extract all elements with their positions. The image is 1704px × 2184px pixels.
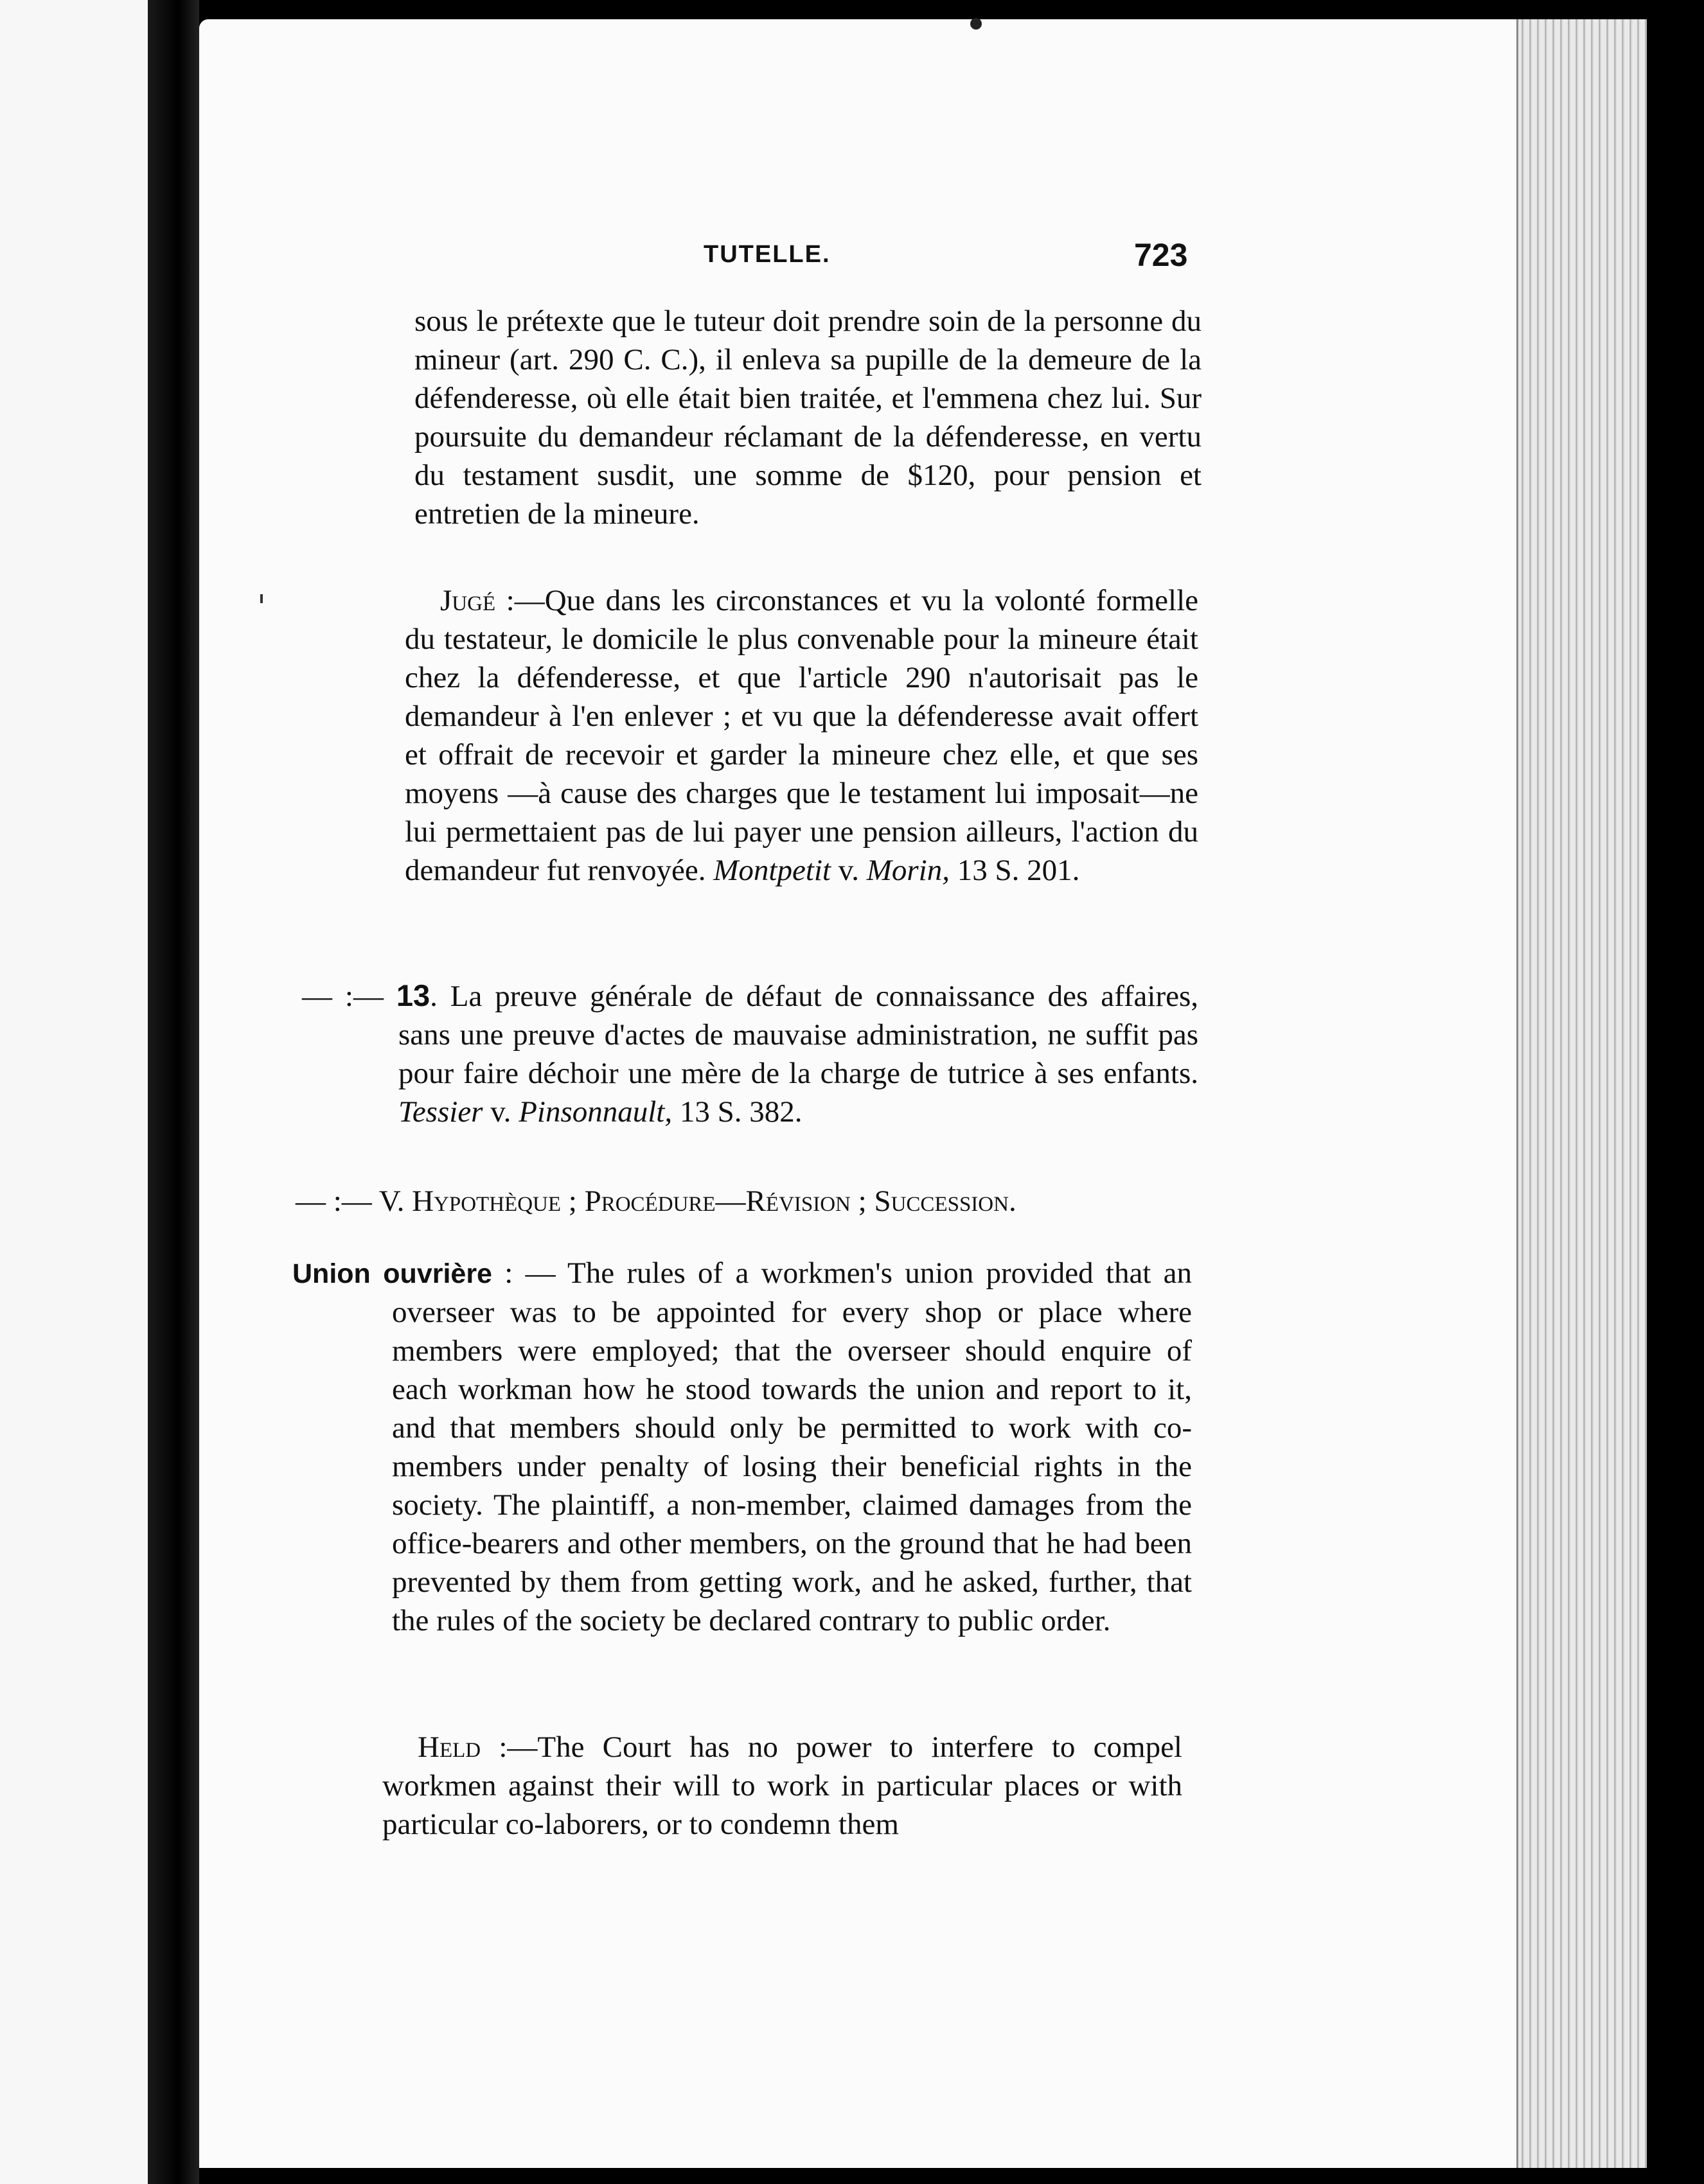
case-name-3: Tessier xyxy=(398,1095,483,1129)
versus-2: v. xyxy=(483,1095,519,1129)
judgment-text xyxy=(405,581,1198,890)
facing-page-edge xyxy=(0,0,148,2184)
held-label: Held xyxy=(418,1730,481,1764)
margin-tick xyxy=(260,594,263,603)
paragraph-text: sous le prétexte que le tuteur doit prendre soin de la personne du mineur (art. 290 C. C.), il enleva sa pupille de la demeure de la défenderesse, où elle était bien traitée, et l'emmena chez lui. Sur poursuite du demandeur réclamant de la défenderesse, en vertu du testament susdit, une somme de $120, pour pension et entretien de la mineure. xyxy=(414,304,1202,531)
paragraph-entry-13 xyxy=(302,976,1198,1131)
paragraph-continuation xyxy=(414,302,1202,533)
juge-label: Jugé xyxy=(440,584,496,617)
paragraph-held xyxy=(382,1728,1182,1844)
versus-1: v. xyxy=(831,854,867,887)
entry-13-body: . La preuve générale de défaut de connaissance des affaires, sans une preuve d'actes de mauvaise administration, ne suffit pas pour faire déchoir une mère de la charge de tutrice à ses enfants. xyxy=(398,980,1198,1090)
citation-2: 13 S. 382. xyxy=(672,1095,803,1129)
cross-reference-text xyxy=(296,1182,1198,1220)
ink-speck xyxy=(970,18,982,30)
entry-heading: Union ouvrière xyxy=(292,1258,492,1289)
entry-dash: — :— xyxy=(302,980,396,1013)
case-name-2: Morin, xyxy=(866,854,950,887)
union-ouvriere-text xyxy=(292,1254,1193,1640)
union-ouvriere-body: : — The rules of a workmen's union provided that an overseer was to be appointed for every shop or place where members were employed; that the overseer should enquire of each workman how he stood towards the union and report to it, and that members should only be permitted to work with co-members under penalty of losing their beneficial rights in the society. The plaintiff, a non-member, claimed damages from the office-bearers and other members, on the ground that he had been prevented by them from getting work, and he asked, further, that the rules of the society be declared contrary to public order. xyxy=(392,1256,1193,1637)
book-gutter xyxy=(148,0,199,2184)
case-name-4: Pinsonnault, xyxy=(519,1095,673,1129)
running-header-title: TUTELLE. xyxy=(704,241,831,268)
cross-reference xyxy=(296,1182,1198,1220)
case-name-1: Montpetit xyxy=(713,854,831,887)
citation-1: 13 S. 201. xyxy=(949,854,1080,887)
entry-13-text xyxy=(302,976,1198,1131)
paragraph-judgment xyxy=(405,581,1198,890)
cross-reference-list: Hypothèque ; Procédure—Révision ; Succession. xyxy=(412,1184,1016,1218)
page-number: 723 xyxy=(1134,237,1188,273)
page-stack-edges xyxy=(1516,19,1647,2168)
cross-reference-dash: — :— V. xyxy=(296,1184,413,1218)
held-body: :—The Court has no power to interfere to compel workmen against their will to work in particular places or with particular co-laborers, or to condemn them xyxy=(382,1730,1182,1841)
entry-number: 13 xyxy=(396,978,430,1012)
judgment-body: :—Que dans les circonstances et vu la volonté formelle du testateur, le domicile le plus convenable pour la mineure était chez la défenderesse, et que l'article 290 n'autorisait pas le demandeur à l'en enlever ; et vu que la défenderesse avait offert et offrait de recevoir et garder la mineure chez elle, et que ses moyens —à cause des charges que le testament lui imposait—ne lui permettaient pas de lui payer une pension ailleurs, l'action du demandeur fut renvoyée. xyxy=(405,584,1198,887)
paragraph-union-ouvriere xyxy=(292,1254,1193,1640)
held-text xyxy=(382,1728,1182,1844)
